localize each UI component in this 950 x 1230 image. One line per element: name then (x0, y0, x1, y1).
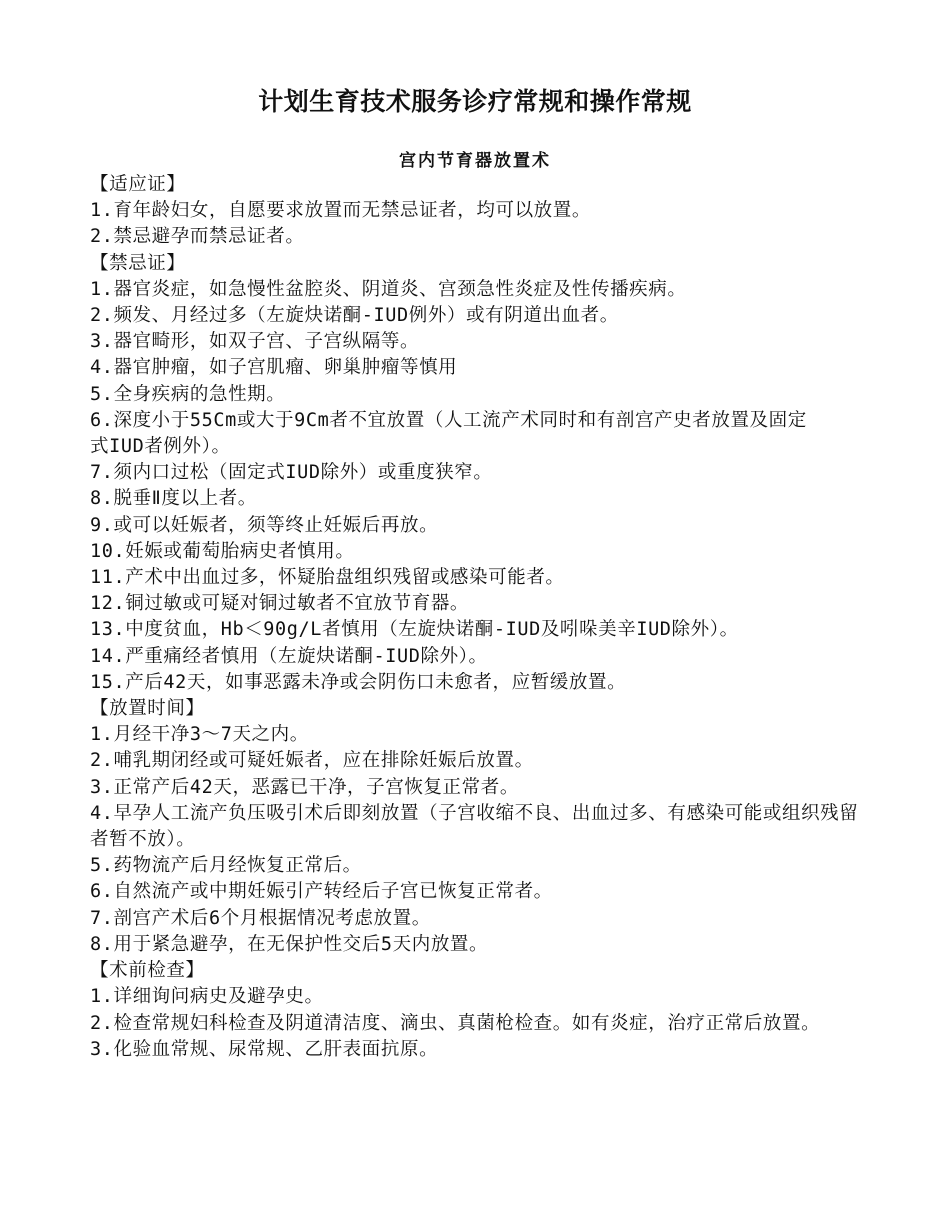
text-line: 5.药物流产后月经恢复正常后。 (90, 855, 362, 877)
text-line: 13.中度贫血，Hb＜90g/L者慎用（左旋炔诺酮-IUD及吲哚美辛IUD除外）。 (90, 619, 739, 641)
text-line: 2.频发、月经过多（左旋炔诺酮-IUD例外）或有阴道出血者。 (90, 305, 619, 327)
text-line: 14.严重痛经者慎用（左旋炔诺酮-IUD除外）。 (90, 645, 488, 667)
text-line: 10.妊娠或葡萄胎病史者慎用。 (90, 540, 355, 562)
text-line: 1.育年龄妇女，自愿要求放置而无禁忌证者，均可以放置。 (90, 200, 591, 222)
text-line: 2.哺乳期闭经或可疑妊娠者，应在排除妊娠后放置。 (90, 750, 534, 772)
text-line: 8.脱垂Ⅱ度以上者。 (90, 488, 257, 510)
text-line: 3.化验血常规、尿常规、乙肝表面抗原。 (90, 1038, 439, 1060)
text-line: 1.详细询问病史及避孕史。 (90, 986, 324, 1008)
document-title: 计划生育技术服务诊疗常规和操作常规 (258, 87, 692, 116)
text-line: 15.产后42天，如事恶露未净或会阴伤口未愈者，应暂缓放置。 (90, 671, 627, 693)
text-line: 1.器官炎症，如急慢性盆腔炎、阴道炎、宫颈急性炎症及性传播疾病。 (90, 278, 687, 300)
heading-placement-time: 【放置时间】 (90, 698, 205, 720)
document-body (90, 172, 870, 1063)
text-line: 4.器官肿瘤，如子宫肌瘤、卵巢肿瘤等慎用 (90, 357, 458, 379)
text-line: 4.早孕人工流产负压吸引术后即刻放置（子宫收缩不良、出血过多、有感染可能或组织残留者暂不放）。 (90, 802, 859, 851)
text-line: 7.剖宫产术后6个月根据情况考虑放置。 (90, 907, 431, 929)
text-line: 6.深度小于55Cm或大于9Cm者不宜放置（人工流产术同时和有剖宫产史者放置及固定 (90, 409, 807, 431)
text-line: 式IUD者例外）。 (90, 436, 231, 458)
text-line: 9.或可以妊娠者，须等终止妊娠后再放。 (90, 514, 439, 536)
text-line: 2.检查常规妇科检查及阴道清洁度、滴虫、真菌枪检查。如有炎症，治疗正常后放置。 (90, 1012, 821, 1034)
text-line: 7.须内口过松（固定式IUD除外）或重度狭窄。 (90, 462, 493, 484)
section-title: 宫内节育器放置术 (399, 151, 551, 171)
text-line: 12.铜过敏或可疑对铜过敏者不宜放节育器。 (90, 593, 470, 615)
text-line: 8.用于紧急避孕，在无保护性交后5天内放置。 (90, 933, 489, 955)
text-line: 2.禁忌避孕而禁忌证者。 (90, 226, 305, 248)
text-line: 11.产术中出血过多，怀疑胎盘组织残留或感染可能者。 (90, 567, 565, 589)
text-line: 1.月经干净3～7天之内。 (90, 724, 309, 746)
heading-contraindications: 【禁忌证】 (90, 252, 186, 274)
text-line: 6.自然流产或中期妊娠引产转经后子宫已恢复正常者。 (90, 881, 553, 903)
heading-preoperative-exam: 【术前检查】 (90, 960, 205, 982)
text-line: 5.全身疾病的急性期。 (90, 383, 286, 405)
text-line: 3.正常产后42天，恶露已干净，子宫恢复正常者。 (90, 776, 519, 798)
heading-indications: 【适应证】 (90, 174, 186, 195)
text-line: 3.器官畸形，如双子宫、子宫纵隔等。 (90, 331, 420, 353)
